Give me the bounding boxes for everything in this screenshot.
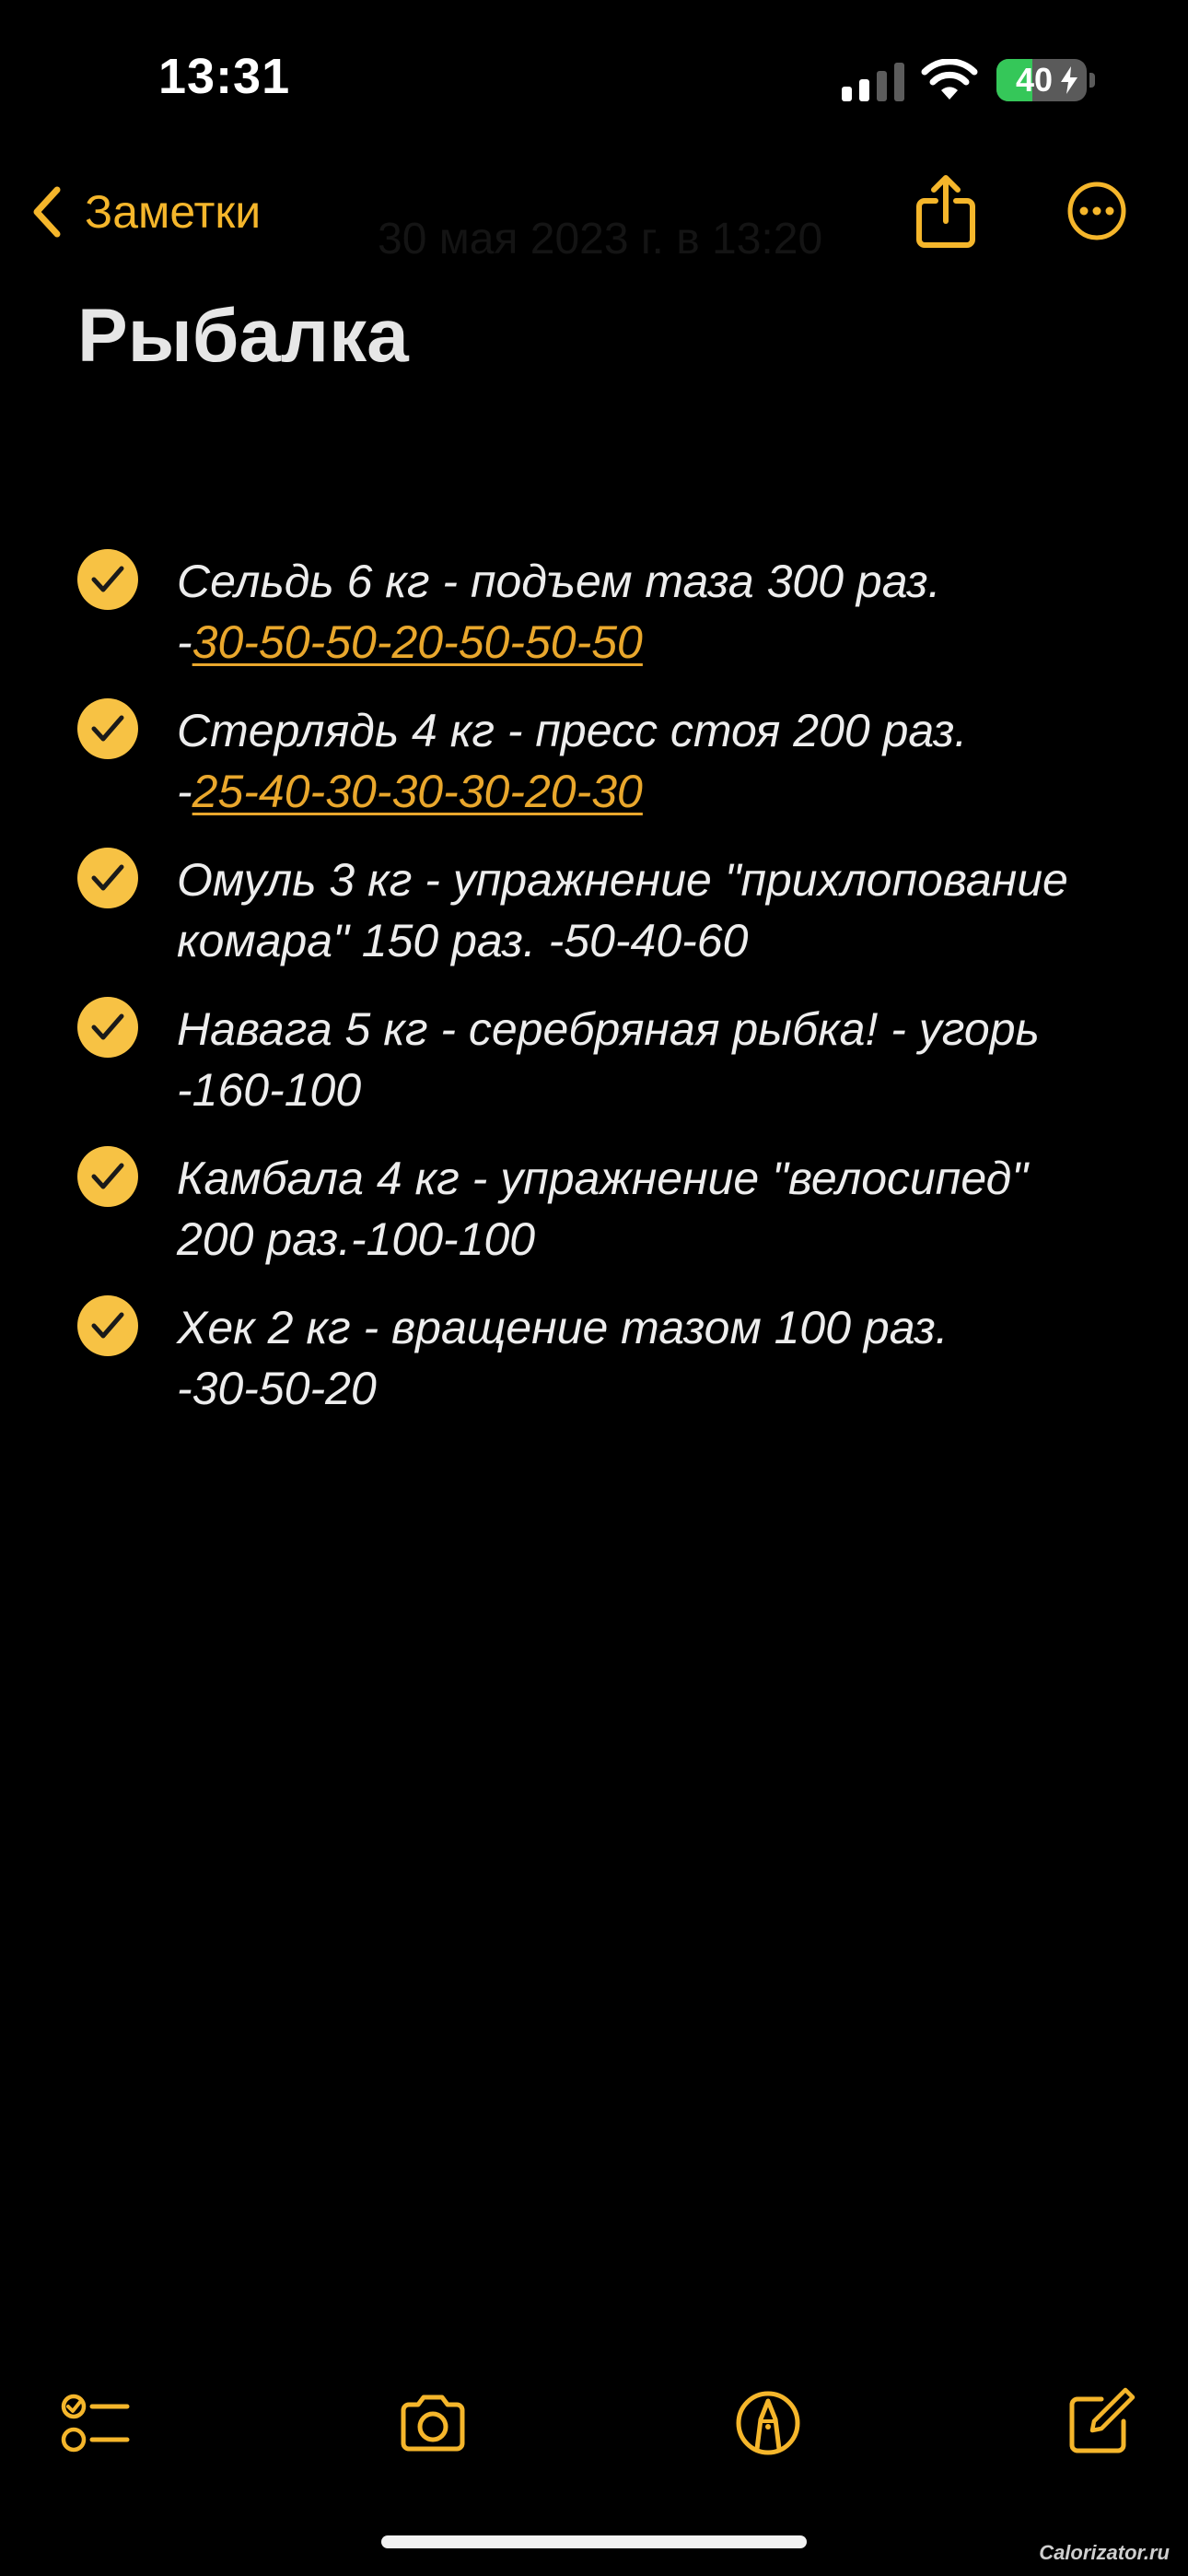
checkmark-icon (91, 863, 124, 893)
checklist (77, 549, 1136, 1445)
item-line-1: Камбала 4 кг - упражнение "велосипед" (177, 1153, 1028, 1204)
item-line-2 (177, 910, 1188, 971)
checkbox-checked[interactable] (77, 549, 138, 610)
phone-number-link[interactable]: 30-50-50-20-50-50-50 (192, 616, 643, 668)
checkmark-icon (91, 565, 124, 594)
item-line-2 (177, 1209, 1188, 1270)
wifi-icon (921, 59, 978, 101)
checkmark-icon (91, 1162, 124, 1191)
checkmark-icon (91, 1311, 124, 1341)
checkbox-checked[interactable] (77, 848, 138, 908)
item-line-2 (177, 1358, 1188, 1419)
battery-cap (1089, 73, 1095, 88)
cellular-signal-icon (842, 63, 904, 101)
bottom-toolbar (0, 2368, 1188, 2478)
home-indicator[interactable] (381, 2535, 807, 2548)
status-time: 13:31 (158, 49, 291, 104)
checklist-item (77, 997, 1136, 1146)
back-button[interactable] (31, 175, 261, 249)
checklist-item (77, 1146, 1136, 1295)
checklist-item-text[interactable] (177, 1297, 1188, 1419)
watermark: Calorizator.ru (1039, 2541, 1170, 2564)
chevron-left-icon (31, 184, 63, 240)
item-line-2 (177, 761, 1188, 822)
checklist-item (77, 698, 1136, 848)
checkbox-checked[interactable] (77, 997, 138, 1058)
back-label: Заметки (85, 186, 262, 238)
item-line-2-text: -30-50-20 (177, 1363, 377, 1414)
note-title[interactable]: Рыбалка (77, 294, 409, 378)
checklist-item-text[interactable] (177, 700, 1188, 822)
battery-level: 40 (1015, 61, 1054, 99)
item-line-2-text: - (177, 616, 192, 668)
checklist-item (77, 848, 1136, 997)
checklist-item-text[interactable] (177, 551, 1188, 673)
item-line-1: Омуль 3 кг - упражнение "прихлопование (177, 854, 1068, 906)
checkmark-icon (91, 1013, 124, 1042)
status-bar (0, 0, 1188, 157)
item-line-1: Хек 2 кг - вращение тазом 100 раз. (177, 1302, 949, 1353)
item-line-1: Навага 5 кг - серебряная рыбка! - угорь (177, 1003, 1040, 1055)
item-line-1: Сельдь 6 кг - подъем таза 300 раз. (177, 556, 941, 607)
checkbox-checked[interactable] (77, 698, 138, 759)
note-date-faded: 30 мая 2023 г. в 13:20 (378, 215, 823, 263)
checkbox-checked[interactable] (77, 1295, 138, 1356)
pen-markup-icon[interactable] (729, 2384, 807, 2462)
checklist-item-text[interactable] (177, 849, 1188, 971)
checklist-item (77, 549, 1136, 698)
item-line-2-text: - (177, 766, 192, 817)
battery-indicator (996, 59, 1087, 101)
item-line-2 (177, 612, 1188, 673)
charging-bolt-icon (1059, 66, 1079, 94)
share-icon[interactable] (912, 173, 980, 251)
ellipsis-circle-icon[interactable] (1066, 181, 1127, 241)
phone-number-link[interactable]: 25-40-30-30-30-20-30 (192, 766, 643, 817)
navigation-bar (0, 166, 1188, 263)
item-line-2-text: 200 раз.-100-100 (177, 1213, 536, 1265)
checklist-item-text[interactable] (177, 999, 1188, 1120)
compose-icon[interactable] (1061, 2384, 1138, 2462)
checklist-item (77, 1295, 1136, 1445)
checkbox-checked[interactable] (77, 1146, 138, 1207)
checkmark-icon (91, 714, 124, 744)
camera-icon[interactable] (394, 2384, 472, 2462)
item-line-2-text: комара" 150 раз. -50-40-60 (177, 915, 749, 966)
item-line-2 (177, 1060, 1188, 1120)
item-line-1: Стерлядь 4 кг - пресс стоя 200 раз. (177, 705, 968, 756)
checklist-item-text[interactable] (177, 1148, 1188, 1270)
checklist-icon[interactable] (55, 2384, 133, 2462)
item-line-2-text: -160-100 (177, 1064, 362, 1116)
